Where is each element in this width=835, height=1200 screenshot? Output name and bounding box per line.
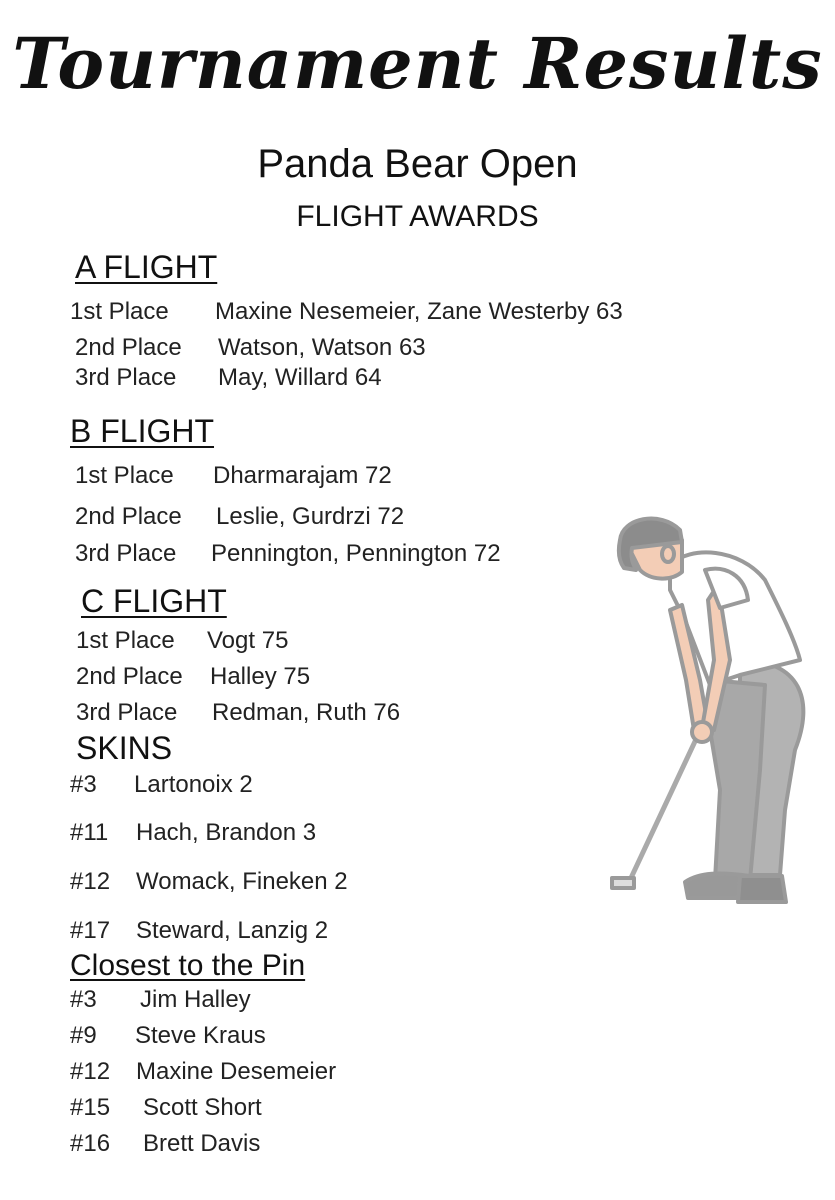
place-label: 1st Place <box>76 627 175 654</box>
hole-number: #11 <box>70 819 109 846</box>
place-label: 3rd Place <box>76 699 178 726</box>
hole-number: #17 <box>70 917 111 944</box>
place-label: 3rd Place <box>75 364 177 391</box>
hole-number: #12 <box>70 1058 111 1085</box>
place-label: 2nd Place <box>76 663 183 690</box>
result-text: May, Willard 64 <box>218 364 382 391</box>
c-flight-row <box>76 663 310 691</box>
result-text: Lartonoix 2 <box>134 771 253 798</box>
a-flight-row <box>75 364 382 392</box>
closest-pin-row <box>70 1094 262 1122</box>
hole-number: #12 <box>70 868 111 895</box>
c-flight-row <box>76 699 400 727</box>
result-text: Redman, Ruth 76 <box>212 699 401 726</box>
golfer-putting-icon <box>590 510 820 920</box>
place-label: 1st Place <box>75 462 174 489</box>
skins-heading: SKINS <box>76 730 173 766</box>
place-label: 2nd Place <box>75 503 182 530</box>
page-title: Tournament Results <box>12 22 823 105</box>
result-text: Halley 75 <box>210 663 311 690</box>
skins-row <box>70 819 316 847</box>
skins-row <box>70 771 253 799</box>
result-text: Leslie, Gurdrzi 72 <box>216 503 405 530</box>
closest-pin-row <box>70 1058 336 1086</box>
tournament-name: Panda Bear Open <box>257 142 578 186</box>
closest-pin-row <box>70 1022 266 1050</box>
section-title: FLIGHT AWARDS <box>296 200 539 233</box>
place-label: 1st Place <box>70 298 169 325</box>
result-text: Dharmarajam 72 <box>213 462 392 489</box>
result-text: Maxine Nesemeier, Zane Westerby 63 <box>215 298 623 325</box>
hole-number: #15 <box>70 1094 111 1121</box>
winner-name: Scott Short <box>143 1094 262 1121</box>
hole-number: #3 <box>70 771 97 798</box>
closest-pin-heading: Closest to the Pin <box>70 949 306 982</box>
b-flight-heading: B FLIGHT <box>70 413 215 449</box>
c-flight-row <box>76 627 288 655</box>
winner-name: Maxine Desemeier <box>136 1058 337 1085</box>
skins-row <box>70 917 328 945</box>
result-text: Watson, Watson 63 <box>218 334 426 361</box>
a-flight-heading: A FLIGHT <box>75 249 218 285</box>
b-flight-row <box>75 462 392 490</box>
result-text: Steward, Lanzig 2 <box>136 917 329 944</box>
result-text: Hach, Brandon 3 <box>136 819 317 846</box>
hole-number: #16 <box>70 1130 111 1157</box>
a-flight-row <box>70 298 623 326</box>
b-flight-row <box>75 540 501 568</box>
b-flight-row <box>75 503 404 531</box>
skins-row <box>70 868 348 896</box>
winner-name: Jim Halley <box>140 986 251 1013</box>
hole-number: #3 <box>70 986 97 1013</box>
winner-name: Steve Kraus <box>135 1022 266 1049</box>
result-text: Womack, Fineken 2 <box>136 868 348 895</box>
result-text: Vogt 75 <box>207 627 289 654</box>
a-flight-row <box>75 334 426 362</box>
place-label: 3rd Place <box>75 540 177 567</box>
hole-number: #9 <box>70 1022 97 1049</box>
closest-pin-row <box>70 1130 260 1158</box>
winner-name: Brett Davis <box>143 1130 261 1157</box>
place-label: 2nd Place <box>75 334 182 361</box>
c-flight-heading: C FLIGHT <box>81 583 227 619</box>
closest-pin-row <box>70 986 251 1014</box>
result-text: Pennington, Pennington 72 <box>211 540 501 567</box>
